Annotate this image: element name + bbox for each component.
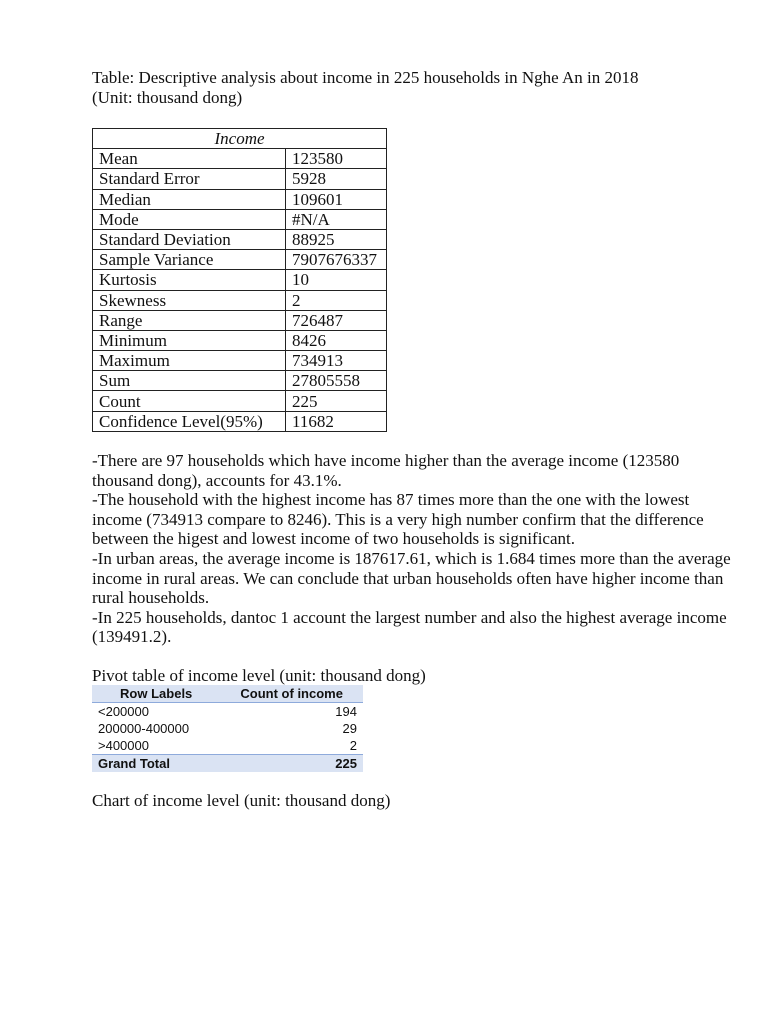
stat-value: 11682 xyxy=(286,411,387,431)
stat-value: 734913 xyxy=(286,351,387,371)
stats-row xyxy=(93,330,387,350)
stat-label: Mean xyxy=(93,149,286,169)
stat-label: Standard Deviation xyxy=(93,229,286,249)
pivot-count: 29 xyxy=(342,721,357,736)
stat-label: Standard Error xyxy=(93,169,286,189)
stat-value: 88925 xyxy=(286,229,387,249)
stats-row xyxy=(93,149,387,169)
stats-row xyxy=(93,229,387,249)
pivot-row xyxy=(92,720,363,737)
stat-value: 225 xyxy=(286,391,387,411)
stat-value: 5928 xyxy=(286,169,387,189)
pivot-title: Pivot table of income level (unit: thousand dong) xyxy=(92,666,426,685)
pivot-table xyxy=(92,685,363,772)
stats-row xyxy=(93,290,387,310)
stats-row xyxy=(93,371,387,391)
pivot-label: 200000-400000 xyxy=(98,721,190,736)
stat-value: 8426 xyxy=(286,330,387,350)
note: -The household with the highest income has 87 times more than the one with the lowest income (734913 compare to 8246). This is a very high number confirm that the difference between the higest and lowest income of two households is significant. xyxy=(92,490,704,549)
stat-label: Count xyxy=(93,391,286,411)
stat-value: 10 xyxy=(286,270,387,290)
chart-title: Chart of income level (unit: thousand dong) xyxy=(92,791,391,810)
stats-row xyxy=(93,169,387,189)
stat-label: Skewness xyxy=(93,290,286,310)
pivot-header: Row Labels xyxy=(92,685,220,703)
pivot-label: >400000 xyxy=(98,738,149,753)
pivot-total-label: Grand Total xyxy=(92,755,220,773)
stat-label: Kurtosis xyxy=(93,270,286,290)
stat-label: Mode xyxy=(93,209,286,229)
stat-value: #N/A xyxy=(286,209,387,229)
stats-header: Income xyxy=(93,129,387,149)
stat-label: Sum xyxy=(93,371,286,391)
caption-line: Table: Descriptive analysis about income in 225 households in Nghe An in 2018 xyxy=(92,68,639,87)
pivot-total-row xyxy=(92,755,363,773)
stat-label: Median xyxy=(93,189,286,209)
pivot-row xyxy=(92,703,363,721)
pivot-total-count: 225 xyxy=(220,755,363,773)
pivot-row xyxy=(92,737,363,755)
pivot-header: Count of income xyxy=(220,685,363,703)
descriptive-stats-table xyxy=(92,128,387,432)
note: -In urban areas, the average income is 187617.61, which is 1.684 times more than the average income in rural areas. We can conclude that urban households often have higher income than rural households. xyxy=(92,548,731,608)
stats-row xyxy=(93,270,387,290)
stat-label: Confidence Level(95%) xyxy=(93,411,286,431)
stats-row xyxy=(93,250,387,270)
stats-row xyxy=(93,310,387,330)
note: -There are 97 households which have income higher than the average income (123580 thousand dong), accounts for 43.1%. xyxy=(92,451,680,490)
caption-line: (Unit: thousand dong) xyxy=(92,87,243,107)
stats-row xyxy=(93,189,387,209)
stats-row xyxy=(93,391,387,411)
stat-value: 726487 xyxy=(286,310,387,330)
stat-value: 123580 xyxy=(286,149,387,169)
stat-value: 109601 xyxy=(286,189,387,209)
note: -In 225 households, dantoc 1 account the largest number and also the highest average income (139491.2). xyxy=(92,607,727,647)
pivot-label: <200000 xyxy=(98,704,149,719)
stat-label: Sample Variance xyxy=(93,250,286,270)
stat-value: 2 xyxy=(286,290,387,310)
stat-label: Minimum xyxy=(93,330,286,350)
table-caption xyxy=(92,68,639,107)
stat-label: Maximum xyxy=(93,351,286,371)
stats-row xyxy=(93,411,387,431)
stat-value: 27805558 xyxy=(286,371,387,391)
pivot-count: 194 xyxy=(335,704,357,719)
pivot-count: 2 xyxy=(349,738,357,753)
stat-value: 7907676337 xyxy=(286,250,387,270)
analysis-notes xyxy=(92,451,732,647)
stats-row xyxy=(93,351,387,371)
stats-row xyxy=(93,209,387,229)
stat-label: Range xyxy=(93,310,286,330)
